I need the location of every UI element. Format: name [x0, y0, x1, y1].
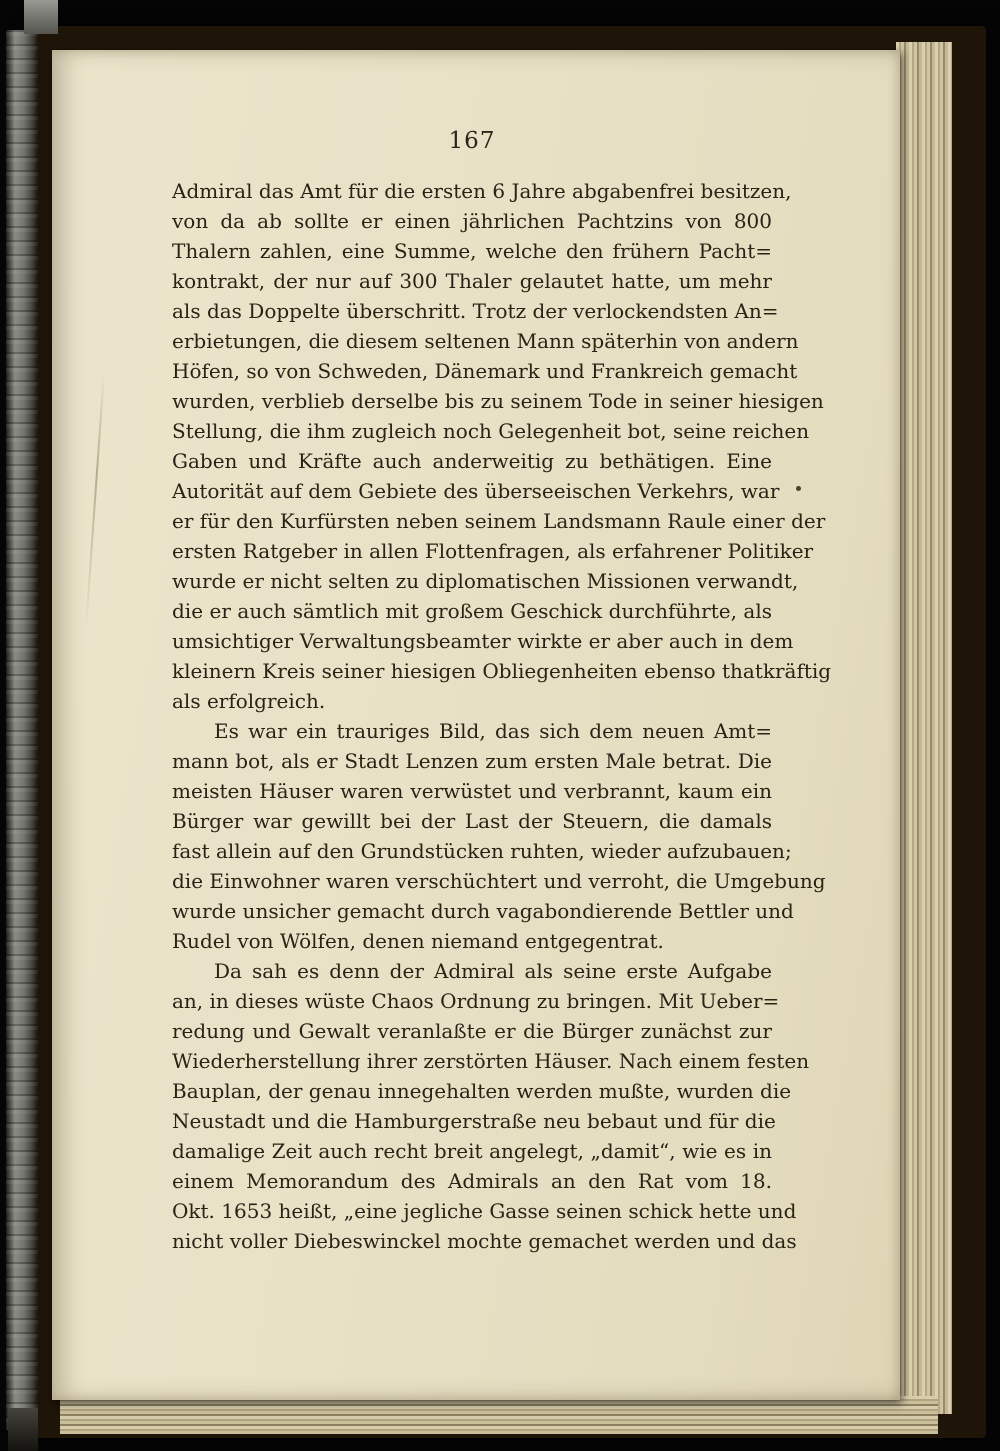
- text-line: Admiral das Amt für die ersten 6 Jahre abgabenfrei besitzen,: [172, 179, 792, 203]
- book-page: [52, 50, 900, 1400]
- text-line: als das Doppelte überschritt. Trotz der verlockendsten An=: [172, 299, 779, 323]
- text-line: fast allein auf den Grundstücken ruhten, wieder aufzubauen;: [172, 839, 792, 863]
- paragraph: [172, 956, 810, 1256]
- paper-fleck: [796, 486, 801, 491]
- text-line: Gaben und Kräfte auch anderweitig zu bethätigen. Eine: [172, 449, 772, 473]
- text-line: ersten Ratgeber in allen Flottenfragen, als erfahrener Politiker: [172, 539, 814, 563]
- text-line: meisten Häuser waren verwüstet und verbrannt, kaum ein: [172, 779, 772, 803]
- text-line: kontrakt, der nur auf 300 Thaler gelautet hatte, um mehr: [172, 269, 772, 293]
- text-line: Neustadt und die Hamburgerstraße neu bebaut und für die: [172, 1109, 776, 1133]
- text-line: Höfen, so von Schweden, Dänemark und Frankreich gemacht: [172, 359, 798, 383]
- text-line: erbietungen, die diesem seltenen Mann späterhin von andern: [172, 329, 799, 353]
- binding-tape-top: [24, 0, 58, 34]
- text-line: er für den Kurfürsten neben seinem Landsmann Raule einer der: [172, 509, 826, 533]
- binding-tape-bottom: [8, 1408, 38, 1451]
- text-line: die er auch sämtlich mit großem Geschick durchführte, als: [172, 599, 772, 623]
- text-line: Es war ein trauriges Bild, das sich dem neuen Amt=: [214, 719, 772, 743]
- text-line: Autorität auf dem Gebiete des überseeischen Verkehrs, war: [172, 479, 780, 503]
- text-line: kleinern Kreis seiner hiesigen Obliegenheiten ebenso thatkräftig: [172, 659, 832, 683]
- paragraph: [172, 716, 826, 956]
- page-edges-right: [896, 42, 952, 1414]
- text-line: die Einwohner waren verschüchtert und verroht, die Umgebung: [172, 869, 826, 893]
- text-line: Stellung, die ihm zugleich noch Gelegenheit bot, seine reichen: [172, 419, 810, 443]
- text-line: Da sah es denn der Admiral als seine erste Aufgabe: [214, 959, 772, 983]
- text-line: Thalern zahlen, eine Summe, welche den frühern Pacht=: [172, 239, 772, 263]
- text-line: nicht voller Diebeswinckel mochte gemachet werden und das: [172, 1229, 797, 1253]
- text-line: einem Memorandum des Admirals an den Rat vom 18.: [172, 1169, 772, 1193]
- binding-strip: [6, 30, 38, 1430]
- text-line: Okt. 1653 heißt, „eine jegliche Gasse seinen schick hette und: [172, 1199, 797, 1223]
- text-line: redung und Gewalt veranlaßte er die Bürger zunächst zur: [172, 1019, 772, 1043]
- text-line: als erfolgreich.: [172, 689, 326, 713]
- text-line: wurde unsicher gemacht durch vagabondierende Bettler und: [172, 899, 794, 923]
- text-line: Wiederherstellung ihrer zerstörten Häuser. Nach einem festen: [172, 1049, 810, 1073]
- text-block: [172, 176, 832, 1256]
- paragraph: [172, 176, 832, 716]
- text-line: damalige Zeit auch recht breit angelegt, „damit“, wie es in: [172, 1139, 772, 1163]
- page-edges-bottom: [60, 1396, 938, 1434]
- text-line: an, in dieses wüste Chaos Ordnung zu bringen. Mit Ueber=: [172, 989, 780, 1013]
- text-line: wurden, verblieb derselbe bis zu seinem Tode in seiner hiesigen: [172, 389, 824, 413]
- paper-crease: [85, 370, 105, 630]
- page-number: 167: [448, 128, 496, 154]
- text-line: wurde er nicht selten zu diplomatischen Missionen verwandt,: [172, 569, 799, 593]
- text-line: Bürger war gewillt bei der Last der Steuern, die damals: [172, 809, 772, 833]
- text-line: von da ab sollte er einen jährlichen Pachtzins von 800: [172, 209, 772, 233]
- text-line: mann bot, als er Stadt Lenzen zum ersten Male betrat. Die: [172, 749, 772, 773]
- text-line: umsichtiger Verwaltungsbeamter wirkte er aber auch in dem: [172, 629, 794, 653]
- text-line: Rudel von Wölfen, denen niemand entgegentrat.: [172, 929, 664, 953]
- text-line: Bauplan, der genau innegehalten werden mußte, wurden die: [172, 1079, 792, 1103]
